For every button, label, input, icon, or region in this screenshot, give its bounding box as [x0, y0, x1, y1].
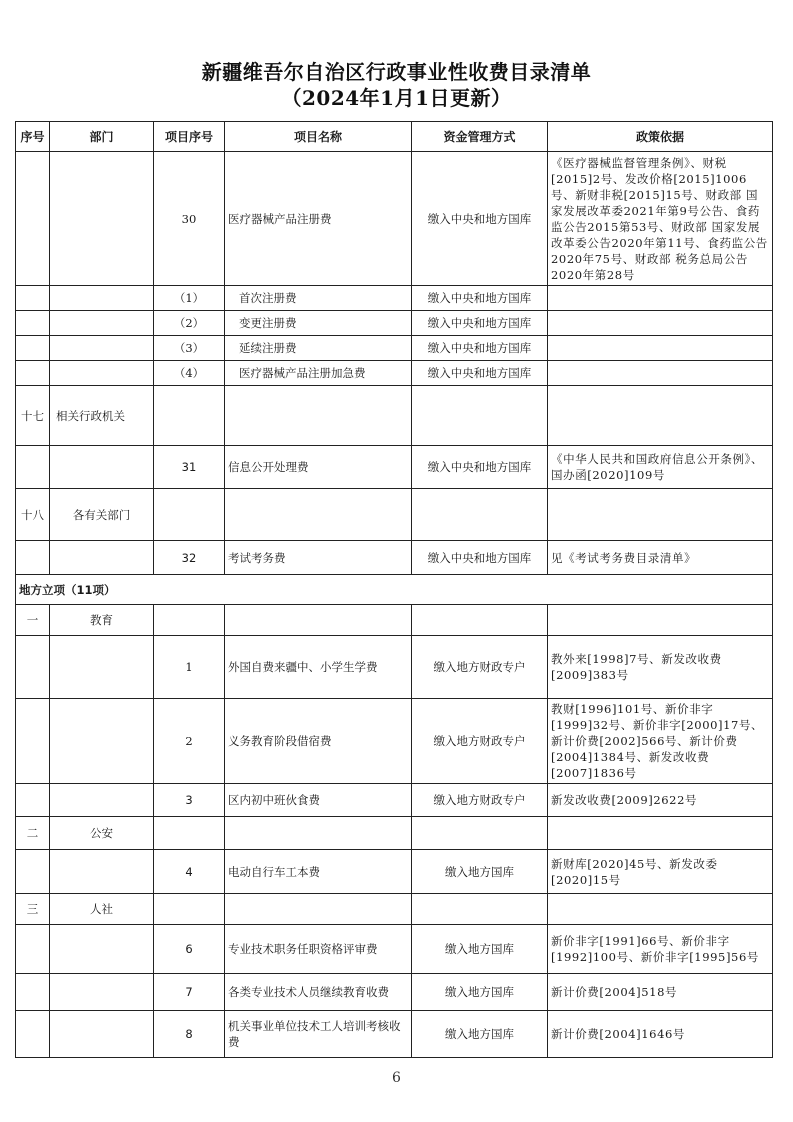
cell-fund: 缴入中央和地方国库 — [412, 336, 548, 361]
cell-item-name — [225, 605, 412, 636]
cell-dept — [50, 925, 154, 974]
table-row — [16, 361, 773, 386]
cell-policy: 《医疗器械监督管理条例》、财税[2015]2号、发改价格[2015]1006号、新财非税[2015]15号、财政部 国家发展改革委2021年第9号公告、食药监公告2015第53号、财政部 国家发展改革委公告2020年第11号、食药监公告2020年75号、财政部 税务总局公告2020年第28号 — [548, 152, 773, 286]
cell-item-no — [154, 894, 225, 925]
cell-item-name: 变更注册费 — [225, 311, 412, 336]
cell-seq — [16, 1011, 50, 1058]
cell-item-no — [154, 386, 225, 446]
cell-fund — [412, 894, 548, 925]
table-row — [16, 636, 773, 699]
cell-policy: 新计价费[2004]518号 — [548, 974, 773, 1011]
cell-item-no — [154, 489, 225, 541]
table-row — [16, 336, 773, 361]
cell-seq — [16, 974, 50, 1011]
cell-seq: 三 — [16, 894, 50, 925]
cell-dept: 各有关部门 — [50, 489, 154, 541]
table-row — [16, 311, 773, 336]
cell-item-name: 医疗器械产品注册费 — [225, 152, 412, 286]
cell-seq — [16, 361, 50, 386]
cell-fund: 缴入中央和地方国库 — [412, 286, 548, 311]
header-dept: 部门 — [50, 122, 154, 152]
cell-fund: 缴入地方国库 — [412, 850, 548, 894]
cell-policy — [548, 605, 773, 636]
cell-policy: 新计价费[2004]1646号 — [548, 1011, 773, 1058]
cell-item-name: 延续注册费 — [225, 336, 412, 361]
cell-dept — [50, 361, 154, 386]
cell-item-no: 4 — [154, 850, 225, 894]
cell-item-no — [154, 605, 225, 636]
cell-fund: 缴入中央和地方国库 — [412, 361, 548, 386]
table-row — [16, 784, 773, 817]
cell-item-name: 区内初中班伙食费 — [225, 784, 412, 817]
cell-dept: 教育 — [50, 605, 154, 636]
table-row — [16, 446, 773, 489]
header-seq: 序号 — [16, 122, 50, 152]
cell-seq — [16, 446, 50, 489]
cell-item-name: 机关事业单位技术工人培训考核收费 — [225, 1011, 412, 1058]
table-row — [16, 605, 773, 636]
cell-item-no: 8 — [154, 1011, 225, 1058]
table-row — [16, 699, 773, 784]
cell-item-name: 外国自费来疆中、小学生学费 — [225, 636, 412, 699]
cell-policy: 教外来[1998]7号、新发改收费[2009]383号 — [548, 636, 773, 699]
table-row — [16, 817, 773, 850]
cell-policy — [548, 489, 773, 541]
section-row — [16, 575, 773, 605]
document-subtitle: （2024年1月1日更新） — [281, 86, 512, 110]
cell-seq — [16, 286, 50, 311]
cell-seq — [16, 636, 50, 699]
cell-item-no: 1 — [154, 636, 225, 699]
cell-policy — [548, 894, 773, 925]
cell-dept — [50, 1011, 154, 1058]
cell-dept: 相关行政机关 — [50, 386, 154, 446]
cell-item-name — [225, 489, 412, 541]
table-row — [16, 489, 773, 541]
table-row — [16, 152, 773, 286]
section-heading: 地方立项（11项） — [16, 575, 773, 605]
cell-item-name: 信息公开处理费 — [225, 446, 412, 489]
cell-item-no: 31 — [154, 446, 225, 489]
cell-fund: 缴入地方财政专户 — [412, 636, 548, 699]
cell-policy — [548, 286, 773, 311]
cell-item-name — [225, 817, 412, 850]
cell-fund: 缴入中央和地方国库 — [412, 152, 548, 286]
cell-dept — [50, 311, 154, 336]
cell-fund — [412, 489, 548, 541]
cell-item-no: （4） — [154, 361, 225, 386]
table-row — [16, 541, 773, 575]
cell-fund — [412, 817, 548, 850]
cell-item-name: 首次注册费 — [225, 286, 412, 311]
cell-dept — [50, 152, 154, 286]
cell-fund: 缴入地方国库 — [412, 1011, 548, 1058]
table-row — [16, 925, 773, 974]
cell-dept — [50, 636, 154, 699]
cell-fund: 缴入中央和地方国库 — [412, 311, 548, 336]
document-title: 新疆维吾尔自治区行政事业性收费目录清单 — [201, 60, 592, 84]
cell-policy — [548, 817, 773, 850]
cell-seq — [16, 336, 50, 361]
cell-item-no — [154, 817, 225, 850]
cell-seq: 二 — [16, 817, 50, 850]
cell-item-name: 义务教育阶段借宿费 — [225, 699, 412, 784]
cell-item-name — [225, 386, 412, 446]
cell-item-name — [225, 894, 412, 925]
cell-item-name: 医疗器械产品注册加急费 — [225, 361, 412, 386]
cell-item-no: （3） — [154, 336, 225, 361]
cell-fund: 缴入地方国库 — [412, 925, 548, 974]
cell-item-no: 30 — [154, 152, 225, 286]
cell-dept — [50, 699, 154, 784]
cell-item-name: 电动自行车工本费 — [225, 850, 412, 894]
header-item-no: 项目序号 — [154, 122, 225, 152]
fee-catalog-table — [15, 121, 773, 1058]
cell-fund — [412, 605, 548, 636]
cell-item-no: 2 — [154, 699, 225, 784]
cell-policy — [548, 311, 773, 336]
cell-policy — [548, 336, 773, 361]
cell-seq — [16, 784, 50, 817]
cell-dept — [50, 446, 154, 489]
cell-item-no: 6 — [154, 925, 225, 974]
cell-seq — [16, 850, 50, 894]
page-number: 6 — [392, 1070, 401, 1086]
cell-seq — [16, 311, 50, 336]
header-fund-management: 资金管理方式 — [412, 122, 548, 152]
cell-fund: 缴入中央和地方国库 — [412, 446, 548, 489]
table-header-row — [16, 122, 773, 152]
cell-item-name: 考试考务费 — [225, 541, 412, 575]
cell-policy: 《中华人民共和国政府信息公开条例》、国办函[2020]109号 — [548, 446, 773, 489]
table-row — [16, 894, 773, 925]
cell-item-no: （1） — [154, 286, 225, 311]
cell-item-no: （2） — [154, 311, 225, 336]
cell-dept: 人社 — [50, 894, 154, 925]
cell-fund — [412, 386, 548, 446]
cell-policy: 新发改收费[2009]2622号 — [548, 784, 773, 817]
cell-seq: 十八 — [16, 489, 50, 541]
cell-fund: 缴入地方财政专户 — [412, 784, 548, 817]
cell-seq: 一 — [16, 605, 50, 636]
cell-dept — [50, 336, 154, 361]
header-policy-basis: 政策依据 — [548, 122, 773, 152]
table-row — [16, 386, 773, 446]
cell-item-no: 7 — [154, 974, 225, 1011]
cell-fund: 缴入中央和地方国库 — [412, 541, 548, 575]
cell-dept — [50, 850, 154, 894]
header-item-name: 项目名称 — [225, 122, 412, 152]
cell-item-name: 各类专业技术人员继续教育收费 — [225, 974, 412, 1011]
cell-fund: 缴入地方财政专户 — [412, 699, 548, 784]
cell-policy: 见《考试考务费目录清单》 — [548, 541, 773, 575]
cell-policy: 新财库[2020]45号、新发改委[2020]15号 — [548, 850, 773, 894]
cell-fund: 缴入地方国库 — [412, 974, 548, 1011]
cell-dept — [50, 974, 154, 1011]
table-row — [16, 850, 773, 894]
cell-dept: 公安 — [50, 817, 154, 850]
cell-seq — [16, 541, 50, 575]
table-row — [16, 974, 773, 1011]
cell-policy: 教财[1996]101号、新价非字[1999]32号、新价非字[2000]17号、新计价费[2002]566号、新计价费[2004]1384号、新发改收费[2007]1836号 — [548, 699, 773, 784]
cell-dept — [50, 784, 154, 817]
cell-policy: 新价非字[1991]66号、新价非字[1992]100号、新价非字[1995]56号 — [548, 925, 773, 974]
cell-dept — [50, 541, 154, 575]
cell-dept — [50, 286, 154, 311]
table-row — [16, 1011, 773, 1058]
table-row — [16, 286, 773, 311]
cell-item-no: 3 — [154, 784, 225, 817]
cell-seq — [16, 699, 50, 784]
cell-policy — [548, 386, 773, 446]
cell-item-name: 专业技术职务任职资格评审费 — [225, 925, 412, 974]
cell-seq: 十七 — [16, 386, 50, 446]
cell-item-no: 32 — [154, 541, 225, 575]
cell-policy — [548, 361, 773, 386]
cell-seq — [16, 152, 50, 286]
cell-seq — [16, 925, 50, 974]
